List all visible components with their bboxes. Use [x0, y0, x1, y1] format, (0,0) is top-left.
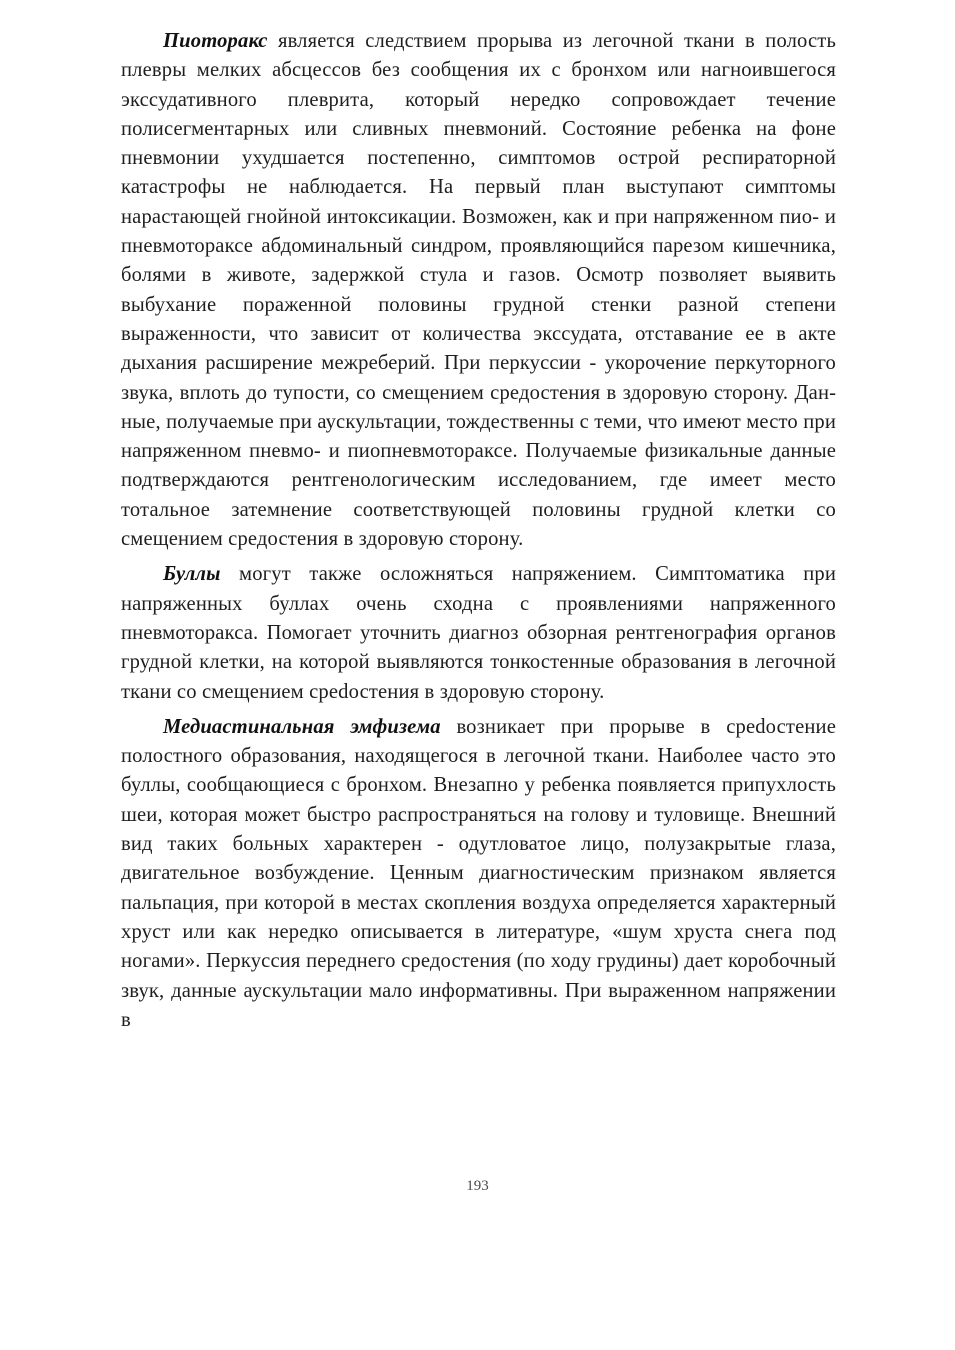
term-pyothorax: Пиоторакс	[163, 30, 268, 52]
term-mediastinal-emphysema: Медиастинальная эмфизема	[163, 715, 441, 738]
paragraph-mediastinal-emphysema-text: возникает при прорыве в среdостение полостного образования, находящегося в легочной ткани. Наиболее часто это буллы, сообщающиеся с бронхом. Внезапно у ребенка появляется припухлость шеи, которая может быстро распространяться на голову и туловище. Внешний вид таких больных характерен - одутловатое лицо, полузакрытые глаза, двигательное возбуждение. Ценным диагностическим признаком является пальпация, при которой в местах скопления воздуха определяется характерный хруст или как нередко описывается в литературе, «шум хруста снега под ногами». Перкуссия переднего средостения (по ходу грудины) дает коробочный звук, данные аускультации мало информативны. При выраженном напряжении в	[121, 715, 837, 1031]
paragraph-pyothorax	[121, 27, 836, 554]
term-bullae: Буллы	[163, 563, 221, 586]
page-number: 193	[466, 1178, 489, 1194]
body-text	[121, 27, 836, 1041]
paragraph-bullae-text: могут также осложняться напряжением. Симптоматика при напряженных буллах очень сходна с проявлениями напряженного пневмоторакса. Помогает уточнить диагноз обзорная рентгенография органов грудной клетки, на которой выявляются тонкостенные образования в легочной ткани со смещением среdостения в здоровую сторону.	[121, 563, 836, 703]
paragraph-bullae	[121, 560, 836, 706]
paragraph-mediastinal-emphysema	[121, 713, 836, 1035]
paragraph-pyothorax-text: является следствием прорыва из легочной ткани в полость плевры мелких абсцессов без сообщения их с бронхом или нагноившегося экссудативного плеврита, который нередко сопровождает течение полисегментарных или сливных пневмоний. Состояние ребенка на фоне пневмонии ухудшается постепенно, симптомов острой респираторной катастрофы не наблюдается. На первый план выступают симптомы нарастающей гнойной интоксикации. Возможен, как и при напряженном пио- и пневмотораксе абдоминальный синдром, проявляющийся парезом кишечника, болями в животе, задержкой стула и газов. Осмотр позволяет выявить выбухание пораженной половины грудной стенки разной степени выраженности, что зависит от количества экссудата, отставание ее в акте дыхания расширение межреберий. При перкуссии - укорочение перкуторного звука, вплоть до тупости, со смещением средостения в здоровую сторону. Данные, получаемые при аускультации, тождественны с теми, что имеют место при напряженном пневмо- и пиопневмотораксе. Получаемые физикальные данные подтверждаются рентгенологическим исследованием, где имеет место тотальное затемнение соответствующей половины грудной клетки со смещением средостения в здоровую сторону.	[121, 30, 836, 551]
